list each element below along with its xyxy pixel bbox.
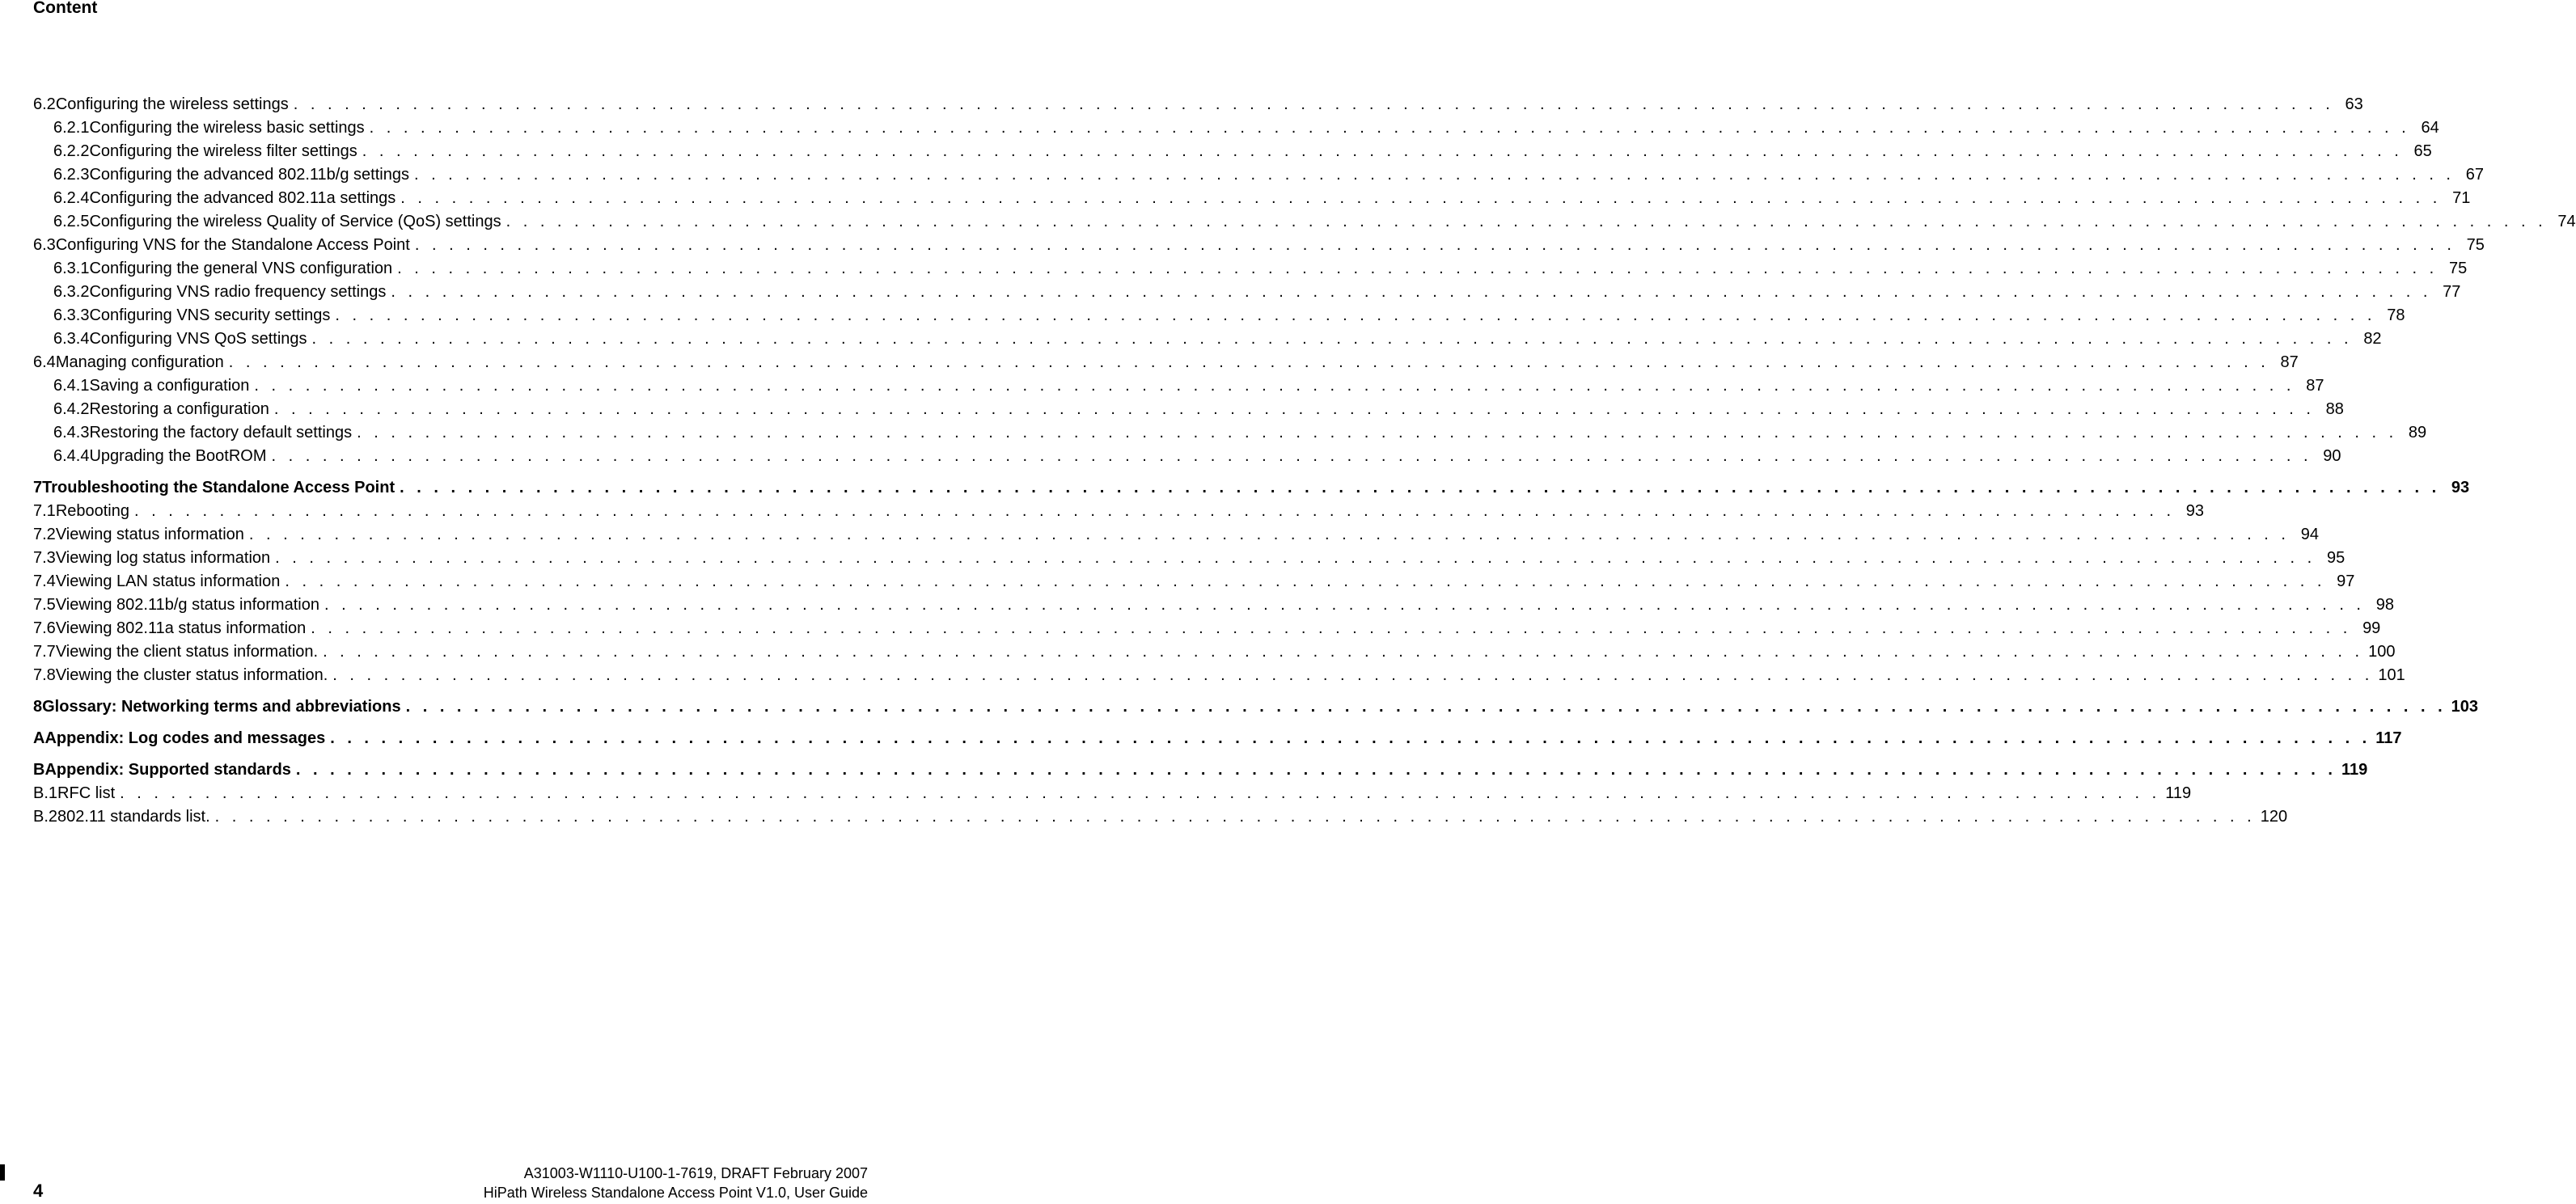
toc-entry-number: B.2 xyxy=(33,808,58,826)
toc-dot-leader: . . . . . . . . . . . . . . . . . . . . . . . . . . . . . . . . . . . . . . . . . . . . . . . . . . . . . . . . . . . . . . . . . . . . . . . . . . . . . . . . . . . . . . . . . . . . . . . . . . . . . . . . . . . . . . . . . . . . . . . . xyxy=(275,549,2316,567)
toc-entry-title: Troubleshooting the Standalone Access Point xyxy=(42,479,395,496)
toc-entry-page: 87 xyxy=(2306,377,2324,395)
toc-entry-page: 95 xyxy=(2326,549,2345,567)
toc-entry-page: 71 xyxy=(2452,189,2471,207)
toc-entry-title: Viewing the cluster status information. xyxy=(55,666,328,684)
toc-entry-number: 7.7 xyxy=(33,643,56,661)
toc-dot-leader: . . . . . . . . . . . . . . . . . . . . . . . . . . . . . . . . . . . . . . . . . . . . . . . . . . . . . . . . . . . . . . . . . . . . . . . . . . . . . . . . . . . . . . . . . . . . . . . . . . . . . . . . . . . . . . . . . . . . . . . . xyxy=(357,424,2398,441)
footer-doc-info xyxy=(484,1164,868,1202)
toc-entry-page: 87 xyxy=(2280,353,2299,371)
toc-dot-leader: . . . . . . . . . . . . . . . . . . . . . . . . . . . . . . . . . . . . . . . . . . . . . . . . . . . . . . . . . . . . . . . . . . . . . . . . . . . . . . . . . . . . . . . . . . . . . . . . . . . . . . . . . . . . . . . . . . . . . . . . xyxy=(362,142,2403,160)
toc-entry-title: Managing configuration xyxy=(55,353,224,371)
toc-entry[interactable] xyxy=(33,187,2471,210)
toc-dot-leader: . . . . . . . . . . . . . . . . . . . . . . . . . . . . . . . . . . . . . . . . . . . . . . . . . . . . . . . . . . . . . . . . . . . . . . . . . . . . . . . . . . . . . . . . . . . . . . . . . . . . . . . . . . . . . . . . . . . . . . . . xyxy=(271,447,2312,465)
toc-entry-title: Viewing 802.11b/g status information xyxy=(55,596,319,614)
toc-entry-page: 119 xyxy=(2165,784,2192,802)
toc-entry-title: Configuring the advanced 802.11b/g settings xyxy=(89,166,409,184)
toc-entry-number: 6.2.1 xyxy=(53,119,90,137)
toc-entry-number: 6.3.4 xyxy=(53,330,90,348)
toc-entry[interactable] xyxy=(33,351,2299,374)
toc-entry-page: 93 xyxy=(2451,479,2470,496)
toc-chapter-entry[interactable] xyxy=(33,476,2470,500)
change-bar xyxy=(0,1164,5,1181)
toc-entry[interactable] xyxy=(33,257,2468,281)
toc-dot-leader: . . . . . . . . . . . . . . . . . . . . . . . . . . . . . . . . . . . . . . . . . . . . . . . . . . . . . . . . . . . . . . . . . . . . . . . . . . . . . . . . . . . . . . . . . . . . . . . . . . . . . . . . . . . . . . . . . . . . . . . . xyxy=(120,784,2161,802)
toc-dot-leader: . . . . . . . . . . . . . . . . . . . . . . . . . . . . . . . . . . . . . . . . . . . . . . . . . . . . . . . . . . . . . . . . . . . . . . . . . . . . . . . . . . . . . . . . . . . . . . . . . . . . . . . . . . . . . . . . . . . . . . . . xyxy=(285,572,2326,590)
toc-entry-page: 98 xyxy=(2375,596,2394,614)
toc-entry-page: 93 xyxy=(2185,502,2205,520)
toc-entry-title: Viewing log status information xyxy=(55,549,271,567)
toc-dot-leader: . . . . . . . . . . . . . . . . . . . . . . . . . . . . . . . . . . . . . . . . . . . . . . . . . . . . . . . . . . . . . . . . . . . . . . . . . . . . . . . . . . . . . . . . . . . . . . . . . . . . . . . . . . . . . . . . . . . . . . . . xyxy=(414,236,2455,254)
footer-doc-title: HiPath Wireless Standalone Access Point V1.0, User Guide xyxy=(483,1185,868,1201)
toc-entry-title: Configuring the advanced 802.11a settings xyxy=(89,189,396,207)
toc-dot-leader: . . . . . . . . . . . . . . . . . . . . . . . . . . . . . . . . . . . . . . . . . . . . . . . . . . . . . . . . . . . . . . . . . . . . . . . . . . . . . . . . . . . . . . . . . . . . . . . . . . . . . . . . . . . . . . . . . . . . . . . . xyxy=(397,260,2439,277)
toc-entry-number: 7.5 xyxy=(33,596,56,614)
toc-entry-number: 7.8 xyxy=(33,666,56,684)
toc-entry-title: Configuring the wireless Quality of Service (QoS) settings xyxy=(89,213,501,230)
toc-entry-title: Configuring VNS radio frequency settings xyxy=(89,283,387,301)
table-of-contents xyxy=(33,93,2576,829)
toc-dot-leader: . . . . . . . . . . . . . . . . . . . . . . . . . . . . . . . . . . . . . . . . . . . . . . . . . . . . . . . . . . . . . . . . . . . . . . . . . . . . . . . . . . . . . . . . . . . . . . . . . . . . . . . . . . . . . . . . . . . . . . . . xyxy=(405,698,2447,716)
toc-entry[interactable] xyxy=(33,421,2427,445)
footer-page-number: 4 xyxy=(33,1181,44,1201)
toc-entry[interactable] xyxy=(33,547,2345,570)
toc-entry-number: 6.3 xyxy=(33,236,56,254)
toc-entry-page: 117 xyxy=(2375,729,2402,747)
toc-entry[interactable] xyxy=(33,782,2192,805)
toc-dot-leader: . . . . . . . . . . . . . . . . . . . . . . . . . . . . . . . . . . . . . . . . . . . . . . . . . . . . . . . . . . . . . . . . . . . . . . . . . . . . . . . . . . . . . . . . . . . . . . . . . . . . . . . . . . . . . . . . . . . . . . . . xyxy=(248,526,2290,543)
toc-chapter-entry[interactable] xyxy=(33,727,2402,750)
toc-dot-leader: . . . . . . . . . . . . . . . . . . . . . . . . . . . . . . . . . . . . . . . . . . . . . . . . . . . . . . . . . . . . . . . . . . . . . . . . . . . . . . . . . . . . . . . . . . . . . . . . . . . . . . . . . . . . . . . . . . . . . . . . xyxy=(214,808,2256,826)
toc-entry-number: 6.4.1 xyxy=(53,377,90,395)
toc-entry-page: 119 xyxy=(2341,761,2368,779)
toc-dot-leader: . . . . . . . . . . . . . . . . . . . . . . . . . . . . . . . . . . . . . . . . . . . . . . . . . . . . . . . . . . . . . . . . . . . . . . . . . . . . . . . . . . . . . . . . . . . . . . . . . . . . . . . . . . . . . . . . . . . . . . . . xyxy=(311,330,2353,348)
toc-entry-page: 99 xyxy=(2362,619,2381,637)
toc-entry-number: 6.2.5 xyxy=(53,213,90,230)
toc-entry[interactable] xyxy=(33,664,2405,687)
toc-entry[interactable] xyxy=(33,93,2363,116)
toc-entry[interactable] xyxy=(33,523,2319,547)
toc-entry-number: 6.4.2 xyxy=(53,400,90,418)
toc-entry-number: A xyxy=(33,729,45,747)
toc-entry-title: Glossary: Networking terms and abbreviations xyxy=(42,698,401,716)
toc-entry-number: 7.2 xyxy=(33,526,56,543)
toc-entry-title: Configuring the wireless filter settings xyxy=(89,142,357,160)
toc-entry-page: 94 xyxy=(2300,526,2319,543)
toc-entry-number: 6.2.4 xyxy=(53,189,90,207)
toc-entry[interactable] xyxy=(33,617,2381,640)
toc-entry-number: 8 xyxy=(33,698,43,716)
toc-dot-leader: . . . . . . . . . . . . . . . . . . . . . . . . . . . . . . . . . . . . . . . . . . . . . . . . . . . . . . . . . . . . . . . . . . . . . . . . . . . . . . . . . . . . . . . . . . . . . . . . . . . . . . . . . . . . . . . . . . . . . . . . xyxy=(400,479,2441,496)
toc-dot-leader: . . . . . . . . . . . . . . . . . . . . . . . . . . . . . . . . . . . . . . . . . . . . . . . . . . . . . . . . . . . . . . . . . . . . . . . . . . . . . . . . . . . . . . . . . . . . . . . . . . . . . . . . . . . . . . . . . . . . . . . . xyxy=(273,400,2315,418)
toc-entry[interactable] xyxy=(33,398,2344,421)
toc-dot-leader: . . . . . . . . . . . . . . . . . . . . . . . . . . . . . . . . . . . . . . . . . . . . . . . . . . . . . . . . . . . . . . . . . . . . . . . . . . . . . . . . . . . . . . . . . . . . . . . . . . . . . . . . . . . . . . . . . . . . . . . . xyxy=(295,761,2337,779)
toc-entry[interactable] xyxy=(33,163,2484,187)
toc-entry-title: Viewing the client status information. xyxy=(55,643,319,661)
toc-entry-page: 120 xyxy=(2260,808,2288,826)
toc-dot-leader: . . . . . . . . . . . . . . . . . . . . . . . . . . . . . . . . . . . . . . . . . . . . . . . . . . . . . . . . . . . . . . . . . . . . . . . . . . . . . . . . . . . . . . . . . . . . . . . . . . . . . . . . . . . . . . . . . . . . . . . . xyxy=(391,283,2432,301)
toc-entry-page: 75 xyxy=(2466,236,2485,254)
toc-entry[interactable] xyxy=(33,210,2576,234)
toc-entry[interactable] xyxy=(33,570,2355,594)
toc-entry-number: 7.1 xyxy=(33,502,56,520)
toc-entry-page: 63 xyxy=(2345,95,2363,113)
toc-entry-title: 802.11 standards list. xyxy=(57,808,210,826)
toc-dot-leader: . . . . . . . . . . . . . . . . . . . . . . . . . . . . . . . . . . . . . . . . . . . . . . . . . . . . . . . . . . . . . . . . . . . . . . . . . . . . . . . . . . . . . . . . . . . . . . . . . . . . . . . . . . . . . . . . . . . . . . . . xyxy=(330,729,2371,747)
toc-entry[interactable] xyxy=(33,594,2394,617)
toc-entry-number: 6.4.3 xyxy=(53,424,90,441)
toc-entry-title: Rebooting xyxy=(55,502,129,520)
toc-entry-title: Configuring the general VNS configuration xyxy=(89,260,393,277)
footer-doc-id: A31003-W1110-U100-1-7619, DRAFT February 2007 xyxy=(523,1165,868,1181)
toc-entry-title: Upgrading the BootROM xyxy=(89,447,267,465)
toc-entry[interactable] xyxy=(33,304,2405,327)
toc-entry-title: Configuring VNS QoS settings xyxy=(89,330,307,348)
toc-entry-title: Saving a configuration xyxy=(89,377,250,395)
toc-entry-number: 6.2 xyxy=(33,95,56,113)
toc-dot-leader: . . . . . . . . . . . . . . . . . . . . . . . . . . . . . . . . . . . . . . . . . . . . . . . . . . . . . . . . . . . . . . . . . . . . . . . . . . . . . . . . . . . . . . . . . . . . . . . . . . . . . . . . . . . . . . . . . . . . . . . . xyxy=(228,353,2269,371)
toc-entry-title: Appendix: Log codes and messages xyxy=(44,729,326,747)
toc-entry-number: B.1 xyxy=(33,784,58,802)
toc-entry-page: 88 xyxy=(2325,400,2344,418)
toc-entry-number: 6.3.3 xyxy=(53,306,90,324)
toc-entry-title: Appendix: Supported standards xyxy=(44,761,291,779)
toc-entry-page: 100 xyxy=(2368,643,2396,661)
toc-entry-title: RFC list xyxy=(57,784,116,802)
toc-entry[interactable] xyxy=(33,374,2324,398)
toc-dot-leader: . . . . . . . . . . . . . . . . . . . . . . . . . . . . . . . . . . . . . . . . . . . . . . . . . . . . . . . . . . . . . . . . . . . . . . . . . . . . . . . . . . . . . . . . . . . . . . . . . . . . . . . . . . . . . . . . . . . . . . . . xyxy=(332,666,2374,684)
toc-entry-number: 6.4 xyxy=(33,353,56,371)
toc-entry[interactable] xyxy=(33,500,2205,523)
toc-dot-leader: . . . . . . . . . . . . . . . . . . . . . . . . . . . . . . . . . . . . . . . . . . . . . . . . . . . . . . . . . . . . . . . . . . . . . . . . . . . . . . . . . . . . . . . . . . . . . . . . . . . . . . . . . . . . . . . . . . . . . . . . xyxy=(134,502,2176,520)
toc-entry-page: 65 xyxy=(2413,142,2432,160)
toc-entry-page: 97 xyxy=(2337,572,2355,590)
toc-entry-number: 6.3.1 xyxy=(53,260,90,277)
toc-entry-page: 78 xyxy=(2387,306,2405,324)
toc-entry-number: 7.4 xyxy=(33,572,56,590)
toc-dot-leader: . . . . . . . . . . . . . . . . . . . . . . . . . . . . . . . . . . . . . . . . . . . . . . . . . . . . . . . . . . . . . . . . . . . . . . . . . . . . . . . . . . . . . . . . . . . . . . . . . . . . . . . . . . . . . . . . . . . . . . . . xyxy=(254,377,2295,395)
toc-entry-title: Configuring VNS for the Standalone Access Point xyxy=(55,236,410,254)
toc-dot-leader: . . . . . . . . . . . . . . . . . . . . . . . . . . . . . . . . . . . . . . . . . . . . . . . . . . . . . . . . . . . . . . . . . . . . . . . . . . . . . . . . . . . . . . . . . . . . . . . . . . . . . . . . . . . . . . . . . . . . . . . . xyxy=(293,95,2334,113)
toc-entry-page: 67 xyxy=(2465,166,2484,184)
toc-entry[interactable] xyxy=(33,281,2461,304)
toc-entry-number: 6.4.4 xyxy=(53,447,90,465)
toc-entry-title: Viewing LAN status information xyxy=(55,572,281,590)
toc-entry-title: Configuring VNS security settings xyxy=(89,306,331,324)
toc-entry-page: 90 xyxy=(2323,447,2341,465)
toc-entry-title: Viewing 802.11a status information xyxy=(55,619,307,637)
toc-entry-number: 7.6 xyxy=(33,619,56,637)
toc-entry[interactable] xyxy=(33,445,2341,468)
toc-dot-leader: . . . . . . . . . . . . . . . . . . . . . . . . . . . . . . . . . . . . . . . . . . . . . . . . . . . . . . . . . . . . . . . . . . . . . . . . . . . . . . . . . . . . . . . . . . . . . . . . . . . . . . . . . . . . . . . . . . . . . . . . xyxy=(324,596,2365,614)
toc-entry-title: Restoring a configuration xyxy=(89,400,269,418)
toc-entry-title: Configuring the wireless settings xyxy=(55,95,289,113)
toc-entry-number: 6.2.2 xyxy=(53,142,90,160)
toc-dot-leader: . . . . . . . . . . . . . . . . . . . . . . . . . . . . . . . . . . . . . . . . . . . . . . . . . . . . . . . . . . . . . . . . . . . . . . . . . . . . . . . . . . . . . . . . . . . . . . . . . . . . . . . . . . . . . . . . . . . . . . . . xyxy=(335,306,2376,324)
toc-entry[interactable] xyxy=(33,116,2439,140)
toc-entry-number: 6.3.2 xyxy=(53,283,90,301)
toc-entry-title: Configuring the wireless basic settings xyxy=(89,119,365,137)
toc-entry-page: 77 xyxy=(2443,283,2461,301)
toc-chapter-entry[interactable] xyxy=(33,758,2368,782)
toc-entry-number: 7.3 xyxy=(33,549,56,567)
toc-entry-page: 89 xyxy=(2408,424,2427,441)
toc-entry-page: 74 xyxy=(2557,213,2576,230)
toc-entry[interactable] xyxy=(33,640,2396,664)
toc-entry-page: 64 xyxy=(2421,119,2439,137)
toc-entry-page: 101 xyxy=(2378,666,2405,684)
toc-dot-leader: . . . . . . . . . . . . . . . . . . . . . . . . . . . . . . . . . . . . . . . . . . . . . . . . . . . . . . . . . . . . . . . . . . . . . . . . . . . . . . . . . . . . . . . . . . . . . . . . . . . . . . . . . . . . . . . . . . . . . . . . xyxy=(505,213,2547,230)
toc-entry[interactable] xyxy=(33,234,2485,257)
toc-entry-number: 7 xyxy=(33,479,43,496)
toc-entry-title: Restoring the factory default settings xyxy=(89,424,353,441)
toc-entry[interactable] xyxy=(33,327,2382,351)
toc-entry-number: B xyxy=(33,761,45,779)
toc-dot-leader: . . . . . . . . . . . . . . . . . . . . . . . . . . . . . . . . . . . . . . . . . . . . . . . . . . . . . . . . . . . . . . . . . . . . . . . . . . . . . . . . . . . . . . . . . . . . . . . . . . . . . . . . . . . . . . . . . . . . . . . . xyxy=(400,189,2442,207)
toc-entry-number: 6.2.3 xyxy=(53,166,90,184)
toc-dot-leader: . . . . . . . . . . . . . . . . . . . . . . . . . . . . . . . . . . . . . . . . . . . . . . . . . . . . . . . . . . . . . . . . . . . . . . . . . . . . . . . . . . . . . . . . . . . . . . . . . . . . . . . . . . . . . . . . . . . . . . . . xyxy=(311,619,2352,637)
toc-entry-page: 103 xyxy=(2451,698,2479,716)
toc-dot-leader: . . . . . . . . . . . . . . . . . . . . . . . . . . . . . . . . . . . . . . . . . . . . . . . . . . . . . . . . . . . . . . . . . . . . . . . . . . . . . . . . . . . . . . . . . . . . . . . . . . . . . . . . . . . . . . . . . . . . . . . . xyxy=(413,166,2455,184)
toc-chapter-entry[interactable] xyxy=(33,695,2479,719)
toc-dot-leader: . . . . . . . . . . . . . . . . . . . . . . . . . . . . . . . . . . . . . . . . . . . . . . . . . . . . . . . . . . . . . . . . . . . . . . . . . . . . . . . . . . . . . . . . . . . . . . . . . . . . . . . . . . . . . . . . . . . . . . . . xyxy=(369,119,2410,137)
toc-entry-page: 75 xyxy=(2448,260,2468,277)
toc-entry-page: 82 xyxy=(2363,330,2382,348)
toc-entry[interactable] xyxy=(33,140,2432,163)
page-header-title: Content xyxy=(33,0,98,17)
toc-entry-title: Viewing status information xyxy=(55,526,244,543)
toc-entry[interactable] xyxy=(33,805,2288,829)
toc-dot-leader: . . . . . . . . . . . . . . . . . . . . . . . . . . . . . . . . . . . . . . . . . . . . . . . . . . . . . . . . . . . . . . . . . . . . . . . . . . . . . . . . . . . . . . . . . . . . . . . . . . . . . . . . . . . . . . . . . . . . . . . . xyxy=(323,643,2364,661)
